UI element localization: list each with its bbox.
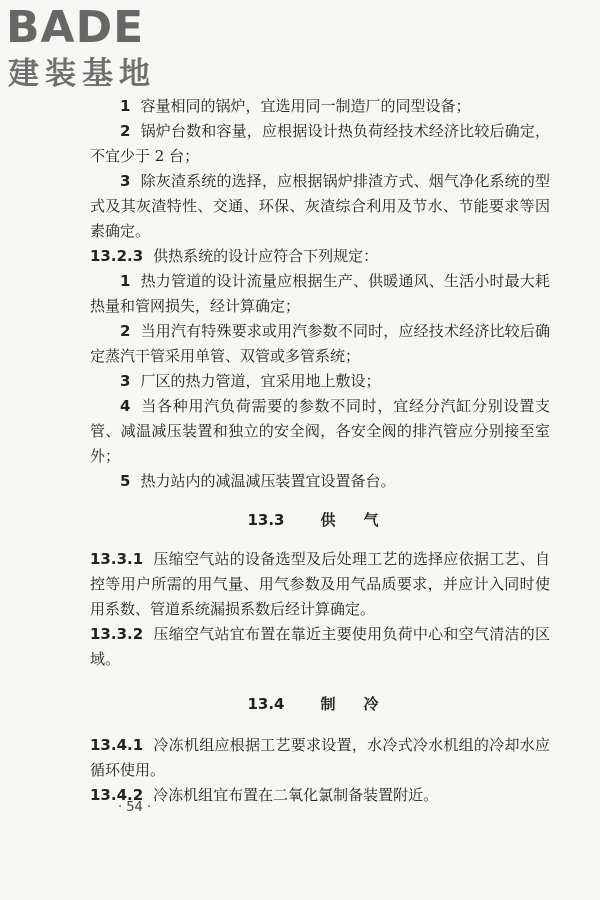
list-item [90, 369, 550, 394]
item-text: 锅炉台数和容量，应根据设计热负荷经技术经济比较后确定，不宜少于 2 台； [90, 122, 550, 165]
item-text: 除灰渣系统的选择，应根据锅炉排渣方式、烟气净化系统的型式及其灰渣特性、交通、环保、灰渣综合利用及节水、节能要求等因素确定。 [90, 172, 550, 240]
item-text: 容量相同的锅炉，宜选用同一制造厂的同型设备； [140, 97, 471, 115]
clause-text: 冷冻机组应根据工艺要求设置，水冷式冷水机组的冷却水应循环使用。 [90, 736, 550, 779]
clause-text: 压缩空气站的设备选型及后处理工艺的选择应依据工艺、自控等用户所需的用气量、用气参数及用气品质要求，并应计入同时使用系数、管道系统漏损系数后经计算确定。 [90, 550, 550, 618]
item-number: 1 [120, 97, 131, 115]
clause-text: 冷冻机组宜布置在二氧化氯制备装置附近。 [153, 786, 439, 804]
page-body [90, 94, 550, 808]
item-text: 厂区的热力管道，宜采用地上敷设； [140, 372, 381, 390]
clause-13-4-2 [90, 783, 550, 808]
section-title-char: 气 [363, 511, 379, 529]
clause-number: 13.2.3 [90, 247, 144, 265]
item-number: 1 [120, 272, 131, 290]
item-number: 5 [120, 472, 131, 490]
list-item [90, 469, 550, 494]
clause-number: 13.4.2 [90, 786, 144, 804]
section-heading-13-3 [90, 508, 550, 533]
section-title-char: 制 [320, 695, 336, 713]
clause-text: 供热系统的设计应符合下列规定： [153, 247, 379, 265]
clause-text: 压缩空气站宜布置在靠近主要使用负荷中心和空气清洁的区域。 [90, 625, 550, 668]
item-number: 2 [120, 322, 131, 340]
item-text: 热力管道的设计流量应根据生产、供暖通风、生活小时最大耗热量和管网损失，经计算确定； [90, 272, 550, 315]
list-item [90, 94, 550, 119]
clause-number: 13.3.1 [90, 550, 144, 568]
list-item [90, 319, 550, 369]
section-number: 13.3 [247, 511, 285, 529]
item-text: 当各种用汽负荷需要的参数不同时，宜经分汽缸分别设置支管、减温减压装置和独立的安全阀，各安全阀的排汽管应分别接至室外； [90, 397, 550, 465]
item-number: 2 [120, 122, 131, 140]
list-item [90, 119, 550, 169]
clause-13-3-1 [90, 547, 550, 622]
item-number: 4 [120, 397, 131, 415]
logo-chinese-text: 建装基地 [8, 56, 156, 92]
section-heading-13-4 [90, 692, 550, 717]
clause-13-2-3 [90, 244, 550, 269]
clause-13-3-2 [90, 622, 550, 672]
clause-13-4-1 [90, 733, 550, 783]
section-title-char: 供 [320, 511, 336, 529]
section-title-char: 冷 [363, 695, 379, 713]
page-number: · 54 · [118, 800, 152, 815]
logo-latin-text: BADE [6, 2, 145, 53]
bade-logo [6, 2, 176, 94]
item-text: 当用汽有特殊要求或用汽参数不同时，应经技术经济比较后确定蒸汽干管采用单管、双管或多管系统； [90, 322, 550, 365]
clause-number: 13.3.2 [90, 625, 144, 643]
list-item [90, 169, 550, 244]
section-number: 13.4 [247, 695, 285, 713]
item-number: 3 [120, 372, 131, 390]
list-item [90, 394, 550, 469]
item-number: 3 [120, 172, 131, 190]
clause-number: 13.4.1 [90, 736, 144, 754]
list-item [90, 269, 550, 319]
item-text: 热力站内的减温减压装置宜设置备台。 [140, 472, 396, 490]
